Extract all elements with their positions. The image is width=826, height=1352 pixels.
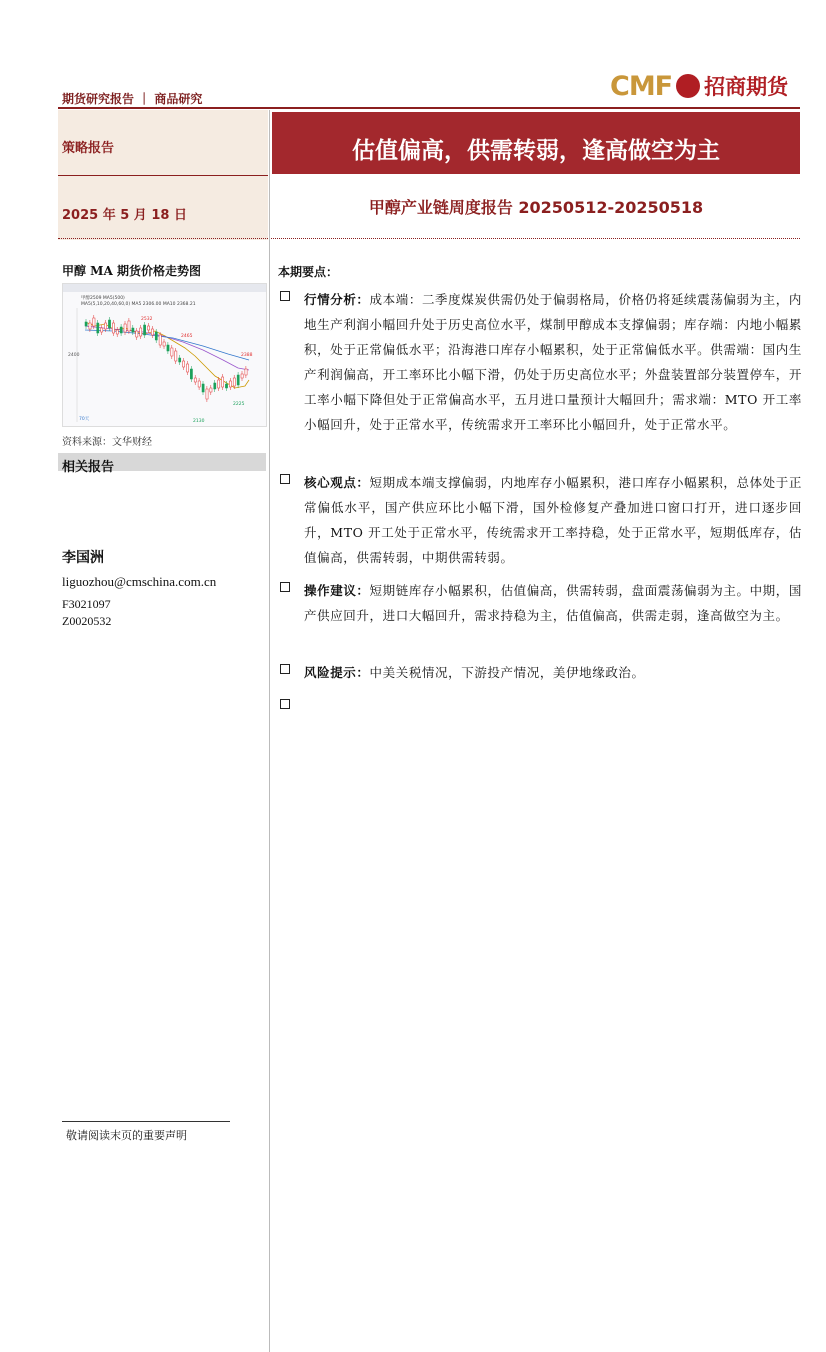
report-category: 期货研究报告 ｜ 商品研究: [62, 92, 203, 106]
candle-body: [229, 381, 231, 387]
candle-body: [222, 377, 224, 387]
candles: [85, 315, 247, 402]
key-point-label: 核心观点：: [304, 475, 370, 490]
candle-body: [112, 323, 114, 333]
checkbox-icon: [280, 664, 290, 674]
key-point-text: 成本端：二季度煤炭供需仍处于偏弱格局，价格仍将延续震荡偏弱为主，内地生产利润小幅回升处于历史高位水平，煤制甲醇成本支撑偏弱；库存端：内地小幅累积，处于正常偏低水平；沿海港口库存小幅累积，处于正常偏低水平。供需端：国内生产利润偏高，开工率环比小幅下滑，仍处于历史高位水平；外盘装置部分装置停车，开工率小幅下降但处于正常偏高水平，五月进口量预计大幅回升；需求端：MTO 开工率小幅回升，处于正常水平，传统需求开工率环比小幅回升，处于正常水平。: [304, 292, 802, 432]
candle-body: [155, 332, 157, 340]
report-date: 2025 年 5 月 18 日: [62, 208, 187, 223]
candle-body: [198, 381, 200, 387]
chart-legend-ma: MA5(5,10,20,40,60,0) MA5 2306.00 MA10 2368.21: [81, 302, 196, 307]
checkbox-icon: [280, 699, 290, 709]
candle-body: [194, 378, 196, 382]
analyst-license-1: F3021097: [62, 597, 111, 611]
candle-body: [147, 326, 149, 330]
company-logo: [610, 70, 788, 102]
candle-body: [151, 329, 153, 335]
chart-label-5: 2225: [233, 402, 245, 407]
column-divider: [269, 110, 270, 1352]
candle-body: [237, 375, 239, 385]
report-type: 策略报告: [62, 141, 115, 156]
chart-label-axis-1: 2400: [68, 353, 80, 358]
chart-label-low: 2130: [193, 419, 205, 424]
candle-body: [89, 323, 91, 329]
logo-cmf-text: CMF: [610, 70, 673, 102]
candle-body: [85, 322, 87, 326]
candle-body: [186, 364, 188, 372]
candle-body: [179, 358, 181, 362]
key-point-text: 短期链库存小幅累积，估值偏高，供需转弱，盘面震荡偏弱为主。中期，国产供应回升，进口大幅回升，需求持稳为主，估值偏高，供需走弱，逢高做空为主。: [304, 583, 802, 623]
footer-rule: [62, 1121, 230, 1122]
related-reports-label: 相关报告: [62, 460, 115, 475]
candle-body: [136, 331, 138, 337]
checkbox-icon: [280, 291, 290, 301]
dotted-divider: [58, 238, 800, 239]
chart-label-2: 2465: [181, 334, 193, 339]
chart-label-high: 2532: [141, 317, 153, 322]
logo-cn-text: 招商期货: [704, 75, 789, 99]
page-title: 估值偏高，供需转弱，逢高做空为主: [352, 138, 720, 164]
analyst-name: 李国洲: [62, 550, 104, 566]
candle-body: [163, 342, 165, 346]
candle-body: [105, 323, 107, 329]
checkbox-icon: [280, 474, 290, 484]
price-chart: [62, 283, 267, 427]
candle-body: [132, 328, 134, 332]
footer-notice: 敬请阅读末页的重要声明: [66, 1129, 187, 1142]
key-point-item: [280, 470, 802, 570]
candle-body: [218, 380, 220, 388]
candle-body: [171, 348, 173, 356]
candle-body: [241, 374, 243, 378]
candle-body: [202, 384, 204, 392]
candle-body: [120, 327, 122, 333]
key-point-label: 操作建议：: [304, 583, 370, 598]
candle-body: [108, 320, 110, 328]
candle-body: [206, 389, 208, 399]
chart-title: 甲醇 MA 期货价格走势图: [62, 264, 201, 278]
key-point-text: 中美关税情况，下游投产情况，美伊地缘政治。: [369, 665, 645, 680]
candle-body: [245, 369, 247, 375]
key-point-item: [280, 578, 802, 628]
analyst-email[interactable]: liguozhou@cmschina.com.cn: [62, 574, 217, 589]
key-point-label: 行情分析：: [304, 292, 370, 307]
candle-body: [101, 328, 103, 332]
candle-body: [140, 328, 142, 336]
candle-body: [144, 325, 146, 335]
chart-axis-label: 70天: [79, 417, 90, 422]
candle-body: [214, 383, 216, 389]
price-chart-svg: [63, 284, 266, 426]
report-subtitle: 甲醇产业链周度报告 20250512-20250518: [368, 198, 704, 217]
checkbox-icon: [280, 582, 290, 592]
left-divider: [58, 175, 268, 176]
key-point-item: [280, 660, 802, 685]
key-points-title: 本期要点：: [278, 265, 339, 279]
ma5-line: [85, 322, 249, 388]
chart-label-3: 2388: [241, 353, 253, 358]
key-point-text: 短期成本端支撑偏弱，内地库存小幅累积，港口库存小幅累积，总体处于正常偏低水平，国产供应环比小幅下滑，国外检修复产叠加进口窗口打开，进口逐步回升，MTO 开工处于正常水平，传统需求开工率持稳，处于正常水平，短期低库存，估值偏高，供需转弱，中期供需转弱。: [304, 475, 802, 565]
candle-body: [93, 318, 95, 326]
header-rule: [58, 107, 800, 109]
chart-source: 资料来源：文华财经: [62, 437, 152, 448]
candle-body: [124, 324, 126, 332]
chart-legend-left: 甲醇2509 MA5(500): [81, 296, 125, 301]
key-point-label: 风险提示：: [304, 665, 370, 680]
candle-body: [167, 345, 169, 351]
candle-body: [97, 323, 99, 333]
candle-body: [175, 351, 177, 361]
analyst-license-2: Z0020532: [62, 614, 112, 628]
candle-body: [183, 361, 185, 367]
candle-body: [159, 335, 161, 345]
chart-toolbar: [63, 284, 266, 292]
candle-body: [225, 384, 227, 388]
key-point-item: [280, 287, 802, 437]
candle-body: [233, 378, 235, 386]
candle-body: [210, 388, 212, 392]
candle-body: [116, 330, 118, 334]
candle-body: [128, 321, 130, 331]
candle-body: [190, 369, 192, 379]
logo-mark-icon: [676, 74, 700, 98]
